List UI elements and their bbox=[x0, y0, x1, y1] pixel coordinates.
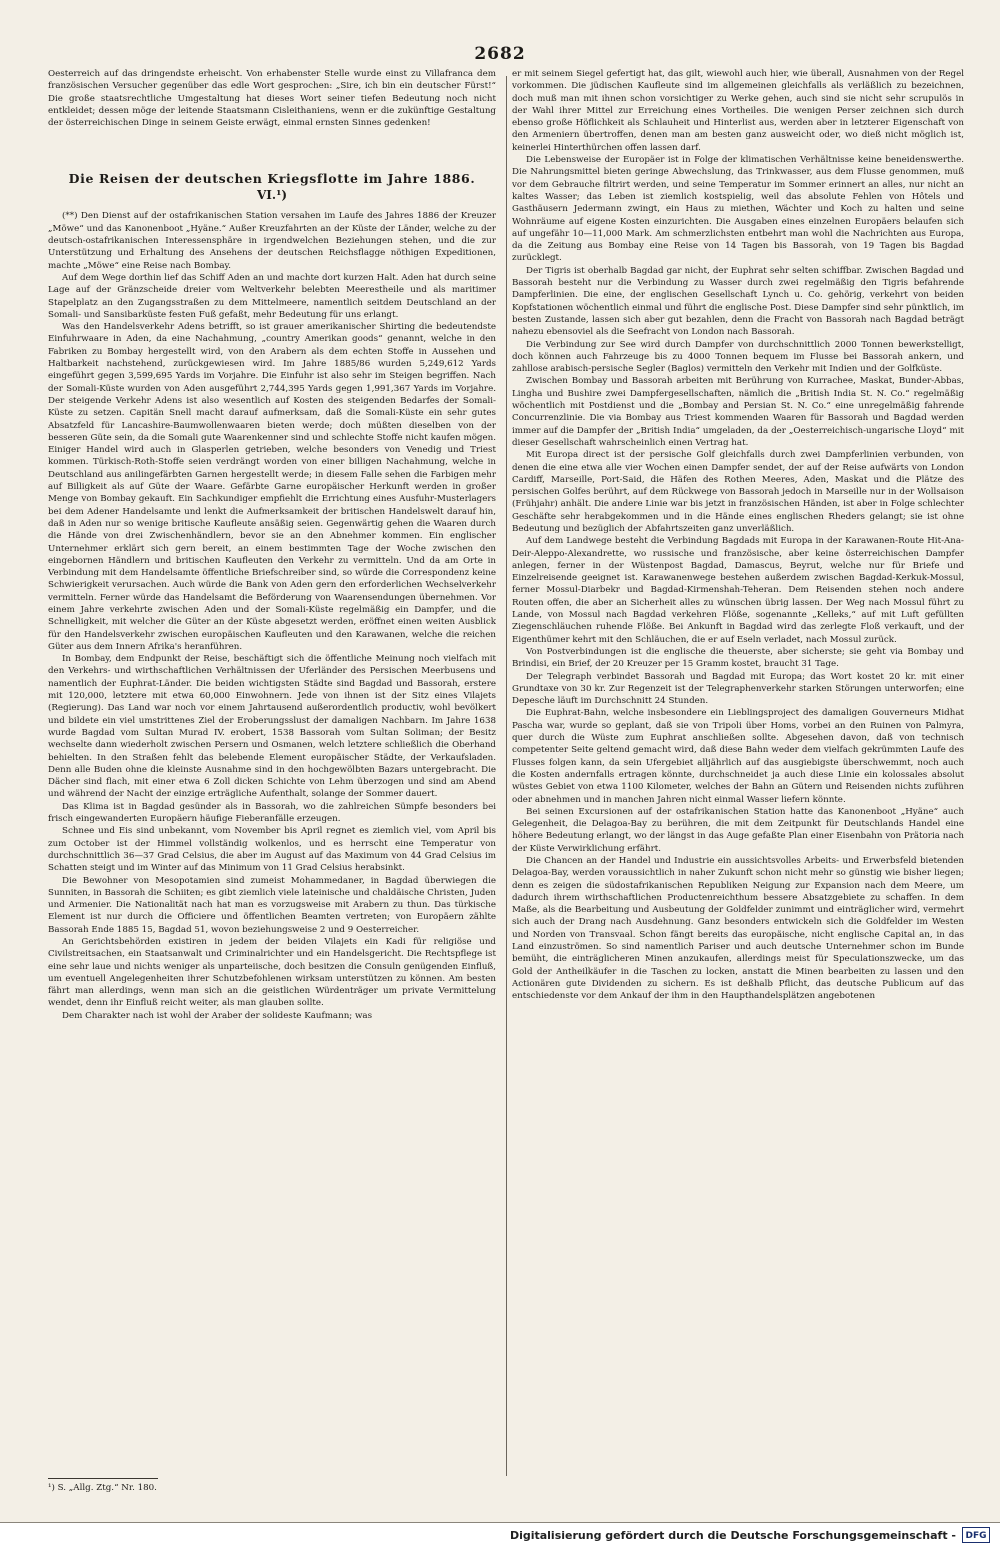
footnote-area bbox=[48, 1478, 496, 1493]
footnote-rule bbox=[48, 1478, 158, 1479]
right-paragraph: Der Telegraph verbindet Bassorah und Bagdad mit Europa; das Wort kostet 20 kr. mit einer Grundtaxe von 30 kr. Zur Regenzeit ist der Telegraphenverkehr starken Störungen unterworfen; eine Depesche läuft im Durchschnitt 24 Stunden. bbox=[512, 671, 964, 707]
intro-paragraph: Oesterreich auf das dringendste erheischt. Von erhabenster Stelle wurde einst zu Villafranca dem französischen Versucher gegenüber das edle Wort gesprochen: „Sire, ich bin ein deutscher Fürst!“ Die große staatsrechtliche Umgestaltung hat dieses Wort seiner tiefen Bedeutung noch nicht entkleidet; dessen möge der leitende Staatsmann Cisleithaniens, wenn er die zukünftige Gestaltung der österreichischen Dinge in seinem Geiste erwägt, einmal ernsten Sinnes gedenken! bbox=[48, 69, 496, 129]
column-divider bbox=[506, 76, 507, 1476]
right-paragraph: Zwischen Bombay und Bassorah arbeiten mit Berührung von Kurrachee, Maskat, Bunder-Abbas, Lingha und Bushire zwei Dampfergesellschaften, nämlich die „British India St. N. Co.“ regelmäßig wöchentlich mit Postdienst und die „Bombay and Persian St. N. Co.“ eine unregelmäßig fahrende Concurrenzlinie. Die via Bombay aus Triest kommenden Waaren für Bassorah und Bagdad werden immer auf die Dampfer der „British India“ umgeladen, da der „Oesterreichisch-ungarische Lloyd“ mit dieser Gesellschaft wahrscheinlich einen Vertrag hat. bbox=[512, 376, 964, 448]
footnote: ¹) S. „Allg. Ztg.“ Nr. 180. bbox=[48, 1483, 157, 1493]
page-number: 2682 bbox=[474, 44, 526, 64]
left-column bbox=[48, 68, 496, 1473]
left-paragraph: Dem Charakter nach ist wohl der Araber der solideste Kaufmann; was bbox=[62, 1010, 373, 1021]
credit-bar bbox=[0, 1522, 1000, 1549]
right-column bbox=[512, 68, 964, 1473]
left-paragraph: Schnee und Eis sind unbekannt, vom November bis April regnet es ziemlich viel, vom April bis zum October ist der Himmel vollständig wolkenlos, und es herrscht eine Temperatur von durchschnittlich 36—37 Grad Celsius, die aber im August auf das Maximum von 44 Grad Celsius im Schatten steigt und im Winter auf das Minimum von 11 Grad Celsius herabsinkt. bbox=[48, 826, 496, 874]
right-paragraph: Die Euphrat-Bahn, welche insbesondere ein Lieblingsproject des damaligen Gouverneurs Midhat Pascha war, wurde so geplant, daß sie von Tripoli über Homs, vorbei an den Ruinen von Palmyra, quer durch die Wüste zum Euphrat anschließen sollte. Abgesehen davon, daß von technisch competenter Seite geltend gemacht wird, daß diese Bahn weder dem vielfach gekrümmten Laufe des Flusses folgen kann, da sein Ufergebiet alljährlich auf das ausgiebigste überschwemmt, noch auch die Kosten andernfalls ertragen könnte, durchschneidet ja auch diese Linie ein kolossales absolut wüstes Gebiet von etwa 1100 Kilometer, welches der Bahn an Gütern und Reisenden nichts zuführen oder abnehmen und in manchen Jahren nicht einmal Wasser liefern könnte. bbox=[512, 708, 964, 805]
right-paragraph: Auf dem Landwege besteht die Verbindung Bagdads mit Europa in der Karawanen-Route Hit-Ana-Deir-Aleppo-Alexandrette, wo russische und französische, aber keine österreichischen Dampfer anlegen, ferner in der Wüstenpost Bagdad, Damascus, Beyrut, welche nur für Briefe und Einzelreisende geeignet ist. Karawanenwege bestehen außerdem zwischen Bagdad-Kerkuk-Mossul, ferner Mossul-Diarbekr und Bagdad-Kirmenshah-Teheran. Dem Reisenden stehen noch andere Routen offen, die aber an Sicherheit alles zu wünschen übrig lassen. Der Weg nach Mossul führt zu Lande, von Mossul nach Bagdad verkehren Flöße, sogenannte „Kelleks,“ auf mit Luft gefüllten Ziegenschläuchen ruhende Flöße. Bei Ankunft in Bagdad wird das zerlegte Floß verkauft, und der Eigenthümer kehrt mit den Schläuchen, die er auf Eseln verladet, nach Mossul zurück. bbox=[512, 536, 964, 645]
article-subheading: VI.¹) bbox=[256, 188, 288, 203]
right-paragraph: Der Tigris ist oberhalb Bagdad gar nicht, der Euphrat sehr selten schiffbar. Zwischen Bagdad und Bassorah besteht nur die Verbindung zu Wasser durch zwei regelmäßig den Tigris befahrende Dampferlinien. Die eine, der englischen Gesellschaft Lynch u. Co. gehörig, verkehrt von beiden Kopfstationen wöchentlich einmal und führt die englische Post. Diese Dampfer sind sehr pünktlich, im besten Zustande, lassen sich aber gut bezahlen, denn die Fracht von Bassorah nach Bagdad beträgt nahezu ebensoviel als die Seefracht von London nach Bassorah. bbox=[512, 265, 964, 338]
left-paragraph: Das Klima ist in Bagdad gesünder als in Bassorah, wo die zahlreichen Sümpfe besonders bei frisch eingewanderten Europäern häufige Fieberanfälle erzeugen. bbox=[48, 801, 496, 825]
left-paragraph: In Bombay, dem Endpunkt der Reise, beschäftigt sich die öffentliche Meinung noch vielfach mit den Verkehrs- und wirthschaftlichen Verhältnissen der Uferländer des Persischen Meerbusens und namentlich der Euphrat-Länder. Die beiden wichtigsten Städte sind Bagdad und Bassorah, erstere mit 120,000, letztere mit etwa 60,000 Einwohnern. Jede von ihnen ist der Sitz eines Vilajets (Regierung). Das Land war noch vor einem Jahrtausend außerordentlich productiv, wohl bevölkert und bildete ein viel umstrittenes Ziel der Eroberungsslust der damaligen Nachbarn. Im Jahre 1638 wurde Bagdad vom Sultan Murad IV. erobert, 1538 Bassorah vom Sultan Soliman; der Besitz wechselte dann wiederholt zwischen Persern und Osmanen, welch letztere schließlich die Oberhand behielten. In den Straßen fehlt das belebende Element europäischer Städte, der Verkaufsladen. Denn alle Buden ohne die kleinste Ausnahme sind in den hochgewölbten Bazars untergebracht. Die Dächer sind flach, mit einer etwa 6 Zoll dicken Schichte von Lehm überzogen und sind am Abend und während der Nacht der einzige erträgliche Aufenthalt, solange der Sommer dauert. bbox=[48, 654, 496, 800]
right-paragraph: Mit Europa direct ist der persische Golf gleichfalls durch zwei Dampferlinien verbunden, von denen die eine etwa alle vier Wochen einen Dampfer sendet, der auf der Reise aufwärts von London Cardiff, Marseille, Port-Said, die Häfen des Rothen Meeres, Aden, Maskat und die Plätze des persischen Golfes berührt, auf dem Rückwege von Bassorah jedoch in Marseille nur in der Wollsaison (Frühjahr) anhält. Die andere Linie war bis jetzt in französischen Händen, ist aber in Folge schlechter Geschäfte sehr herabgekommen und in die Hände eines englischen Rheders gelangt; sie ist ohne Bedeutung und bezüglich der Abfahrtszeiten ganz unverläßlich. bbox=[512, 450, 964, 534]
right-paragraph: Von Postverbindungen ist die englische die theuerste, aber sicherste; sie geht via Bombay und Brindisi, ein Brief, der 20 Kreuzer per 15 Gramm kostet, braucht 31 Tage. bbox=[512, 646, 964, 670]
right-paragraph: Bei seinen Excursionen auf der ostafrikanischen Station hatte das Kanonenboot „Hyäne“ auch Gelegenheit, die Delagoa-Bay zu berühren, die mit dem Zeitpunkt für Deutschlands Handel eine höhere Bedeutung erlangt, wo der längst in das Auge gefaßte Plan einer Eisenbahn von Prätoria nach der Küste Verwirklichung erfährt. bbox=[512, 806, 964, 854]
left-paragraph: (**) Den Dienst auf der ostafrikanischen Station versahen im Laufe des Jahres 1886 der Kreuzer „Möwe“ und das Kanonenboot „Hyäne.“ Außer Kreuzfahrten an der Küste der Länder, welche zu der deutsch-ostafrikanischen Interessensphäre in irgendwelchen Beziehungen stehen, und die zur Unterstützung und Erhaltung des Ansehens der deutschen Reichsflagge nöthigen Expeditionen, machte „Möwe“ eine Reise nach Bombay. bbox=[48, 211, 496, 271]
left-paragraph: An Gerichtsbehörden existiren in jedem der beiden Vilajets ein Kadi für religiöse und Civilstreitsachen, ein Staatsanwalt und Criminalrichter und ein Handelsgericht. Die Rechtspflege ist eine sehr laue und nichts weniger als unparteiische, doch besitzen die Consuln genügenden Einfluß, um eventuell Angelegenheiten ihrer Schutzbefohlenen wirksam unterstützen zu können. Am besten fährt man allerdings, wenn man sich an die geistlichen Würdenträger um private Vermittelung wendet, denn ihr Einfluß reicht weiter, als man glauben sollte. bbox=[48, 937, 496, 1009]
right-paragraph: er mit seinem Siegel gefertigt hat, das gilt, wiewohl auch hier, wie überall, Ausnahmen von der Regel vorkommen. Die jüdischen Kaufleute sind im allgemeinen gleichfalls als verläßlich zu bezeichnen, doch muß man mit ihnen schon vorsichtiger zu Werke gehen, auch sind sie nicht sehr scrupulös in der Wahl ihrer Mittel zur Erreichung eines Vortheiles. Die wenigen Perser zeichnen sich durch ebenso große Höflichkeit als Schlauheit und Hinterlist aus, werden aber in letzterer Eigenschaft von den Armeniern übertroffen, denen man am besten ganz ausweicht oder, wo dieß nicht möglich ist, keinerlei Hinterthürchen offen lassen darf. bbox=[512, 69, 964, 153]
right-paragraph: Die Chancen an der Handel und Industrie ein aussichtsvolles Arbeits- und Erwerbsfeld bietenden Delagoa-Bay, werden voraussichtlich in naher Zukunft schon nicht mehr so günstig wie bisher liegen; denn es zeigen die südostafrikanischen Republiken Neigung zur Expansion nach dem Meere, um dadurch ihrem wirthschaftlichen Productenreichthum bessere Absatzgebiete zu schaffen. In dem Maße, als die Bearbeitung und Ausbeutung der Goldfelder zunimmt und einträglicher wird, vermehrt sich auch der Drang nach Ausdehnung. Ganz besonders entwickeln sich die Goldfelder im Westen und Norden von Transvaal. Schon fängt bereits das europäische, nicht englische Capital an, in das Land einzuströmen. So sind namentlich Pariser und auch deutsche Unternehmer schon im Bunde bemüht, die einträglicheren Minen anzukaufen, allerdings meist für Speculationszwecke, um das Gold der Antheilkäufer in die Taschen zu locken, anstatt die Minen bearbeiten zu lassen und den Actionären gute Dividenden zu sichern. Es ist deßhalb Pflicht, das deutsche Publicum auf das entschiedenste vor dem Ankauf der ihm in den Haupthandelsplätzen angebotenen bbox=[512, 856, 964, 1002]
dfg-logo-icon: DFG bbox=[962, 1527, 990, 1543]
left-paragraph: Auf dem Wege dorthin lief das Schiff Aden an und machte dort kurzen Halt. Aden hat durch seine Lage auf der Gränzscheide dreier vom Weltverkehr belebten Meerestheile und als maritimer Stapelplatz an den Zugangsstraßen zu dem Mittelmeere, namentlich seitdem Deutschland an der Somali- und Sansibarküste festen Fuß gefaßt, mehr Bedeutung für uns erlangt. bbox=[48, 272, 496, 320]
digitization-credit: Digitalisierung gefördert durch die Deutsche Forschungsgemeinschaft - bbox=[509, 1529, 956, 1542]
left-paragraph: Die Bewohner von Mesopotamien sind zumeist Mohammedaner, in Bagdad überwiegen die Sunniten, in Bassorah die Schiiten; es gibt ziemlich viele lateinische und chaldäische Christen, Juden und Armenier. Die Nationalität nach hat man es vorzugsweise mit Arabern zu thun. Das türkische Element ist nur durch die Officiere und öffentlichen Beamten vertreten; von Europäern zählte Bassorah Ende 1885 15, Bagdad 51, wovon beziehungsweise 2 und 9 Oesterreicher. bbox=[48, 875, 496, 935]
article-header bbox=[48, 171, 496, 202]
right-paragraph: Die Verbindung zur See wird durch Dampfer von durchschnittlich 2000 Tonnen bewerkstelligt, doch können auch Fahrzeuge bis zu 4000 Tonnen bequem im Flusse bei Bassorah ankern, und zahllose arabisch-persische Segler (Baglos) vermitteln den Verkehr mit Indien und der Golfküste. bbox=[512, 339, 964, 375]
left-paragraph: Was den Handelsverkehr Adens betrifft, so ist grauer amerikanischer Shirting die bedeutendste Einfuhrwaare in Aden, da eine Nachahmung, „country Amerikan goods“ genannt, welche in den Fabriken zu Bombay hergestellt wird, von den Arabern als dem echten Stoffe in Aussehen und Haltbarkeit nachstehend, zurückgewiesen wird. Im Jahre 1885/86 wurden 5,249,612 Yards eingeführt gegen 3,599,695 Yards im Vorjahre. Die Einfuhr ist also sehr im Steigen begriffen. Nach der Somali-Küste wurden von Aden ausgeführt 2,744,395 Yards gegen 1,991,367 Yards im Vorjahre. Der steigende Verkehr Adens ist also wesentlich auf Kosten des steigenden Bedarfes der Somali-Küste zu setzen. Capitän Snell macht darauf aufmerksam, daß die Somali-Küste ein sehr gutes Absatzfeld für Lancashire-Baumwollenwaaren bieten werde; doch müßten dieselben von der besseren Güte sein, da die Somali gute Waarenkenner sind und schlechte Stoffe nicht kaufen mögen. Einiger Handel wird auch in Glasperlen getrieben, welche besonders von Venedig und Triest kommen. Türkisch-Roth-Stoffe seien verdrängt worden von einer billigen Nachahmung, welche in Deutschland aus anilingefärbten Garnen hergestellt werde; in diesem Falle sehen die Farbigen mehr auf Billigkeit als auf Güte der Waare. Gefärbte Garne europäischer Herkunft werden in großer Menge von Bombay gekauft. Ein Sachkundiger empfiehlt die Errichtung eines Ausfuhr-Musterlagers bei dem Adener Handelsamte und lenkt die Aufmerksamkeit der britischen Handelswelt darauf hin, daß in Aden nur so wenige britische Kaufleute ansäßig seien. Gegenwärtig gehen die Waaren durch die Hände von drei Zwischenhändlern, bevor sie an den Abnehmer kommen. Ein englischer Unternehmer erklärt sich gern bereit, an einem bestimmten Tage der Woche zwischen den eingebornen Händlern und britischen Kaufleuten den Verkehr zu vermitteln. Und da am Orte in Verbindung mit dem Handelsamte öffentliche Briefschreiber sind, so würde die Correspondenz keine Schwierigkeit verursachen. Auch würde die Bank von Aden gern den erforderlichen Wechselverkehr vermitteln. Ferner würde das Handelsamt die Beförderung von Waarensendungen übernehmen. Vor einem Jahre verkehrte zwischen Aden und der Somali-Küste regelmäßig ein Dampfer, und die Schnelligkeit, mit welcher die Güter an der Küste abgesetzt werden, eröffnet einen weiten Ausblick für den Handelsverkehr zwischen europäischen Kaufleuten und den Karawanen, welche die reichen Güter aus dem Innern Afrika's heranführen. bbox=[48, 322, 496, 652]
right-paragraph: Die Lebensweise der Europäer ist in Folge der klimatischen Verhältnisse keine beneidenswerthe. Die Nahrungsmittel bieten geringe Abwechslung, das Trinkwasser, aus dem Flusse genommen, muß vor dem Gebrauche filtrirt werden, und seine Temperatur im Sommer erinnert an alles, nur nicht an kaltes Wasser; das Leben ist ziemlich kostspielig, weil das absolute Fehlen von Hôtels und Gasthäusern Jedermann zwingt, ein Haus zu miethen, Wächter und Koch zu halten und seine Wohnräume auf eigene Kosten einzurichten. Die Ausgaben eines einzelnen Europäers belaufen sich auf ungefähr 10—11,000 Mark. Am schmerzlichsten entbehrt man wohl die Nachrichten aus Europa, da die Zeitung aus Bombay eine Reise von 14 Tagen bis Bassorah, von 19 Tagen bis Bagdad zurücklegt. bbox=[512, 155, 964, 264]
article-heading: Die Reisen der deutschen Kriegsflotte im Jahre 1886. bbox=[68, 171, 476, 187]
